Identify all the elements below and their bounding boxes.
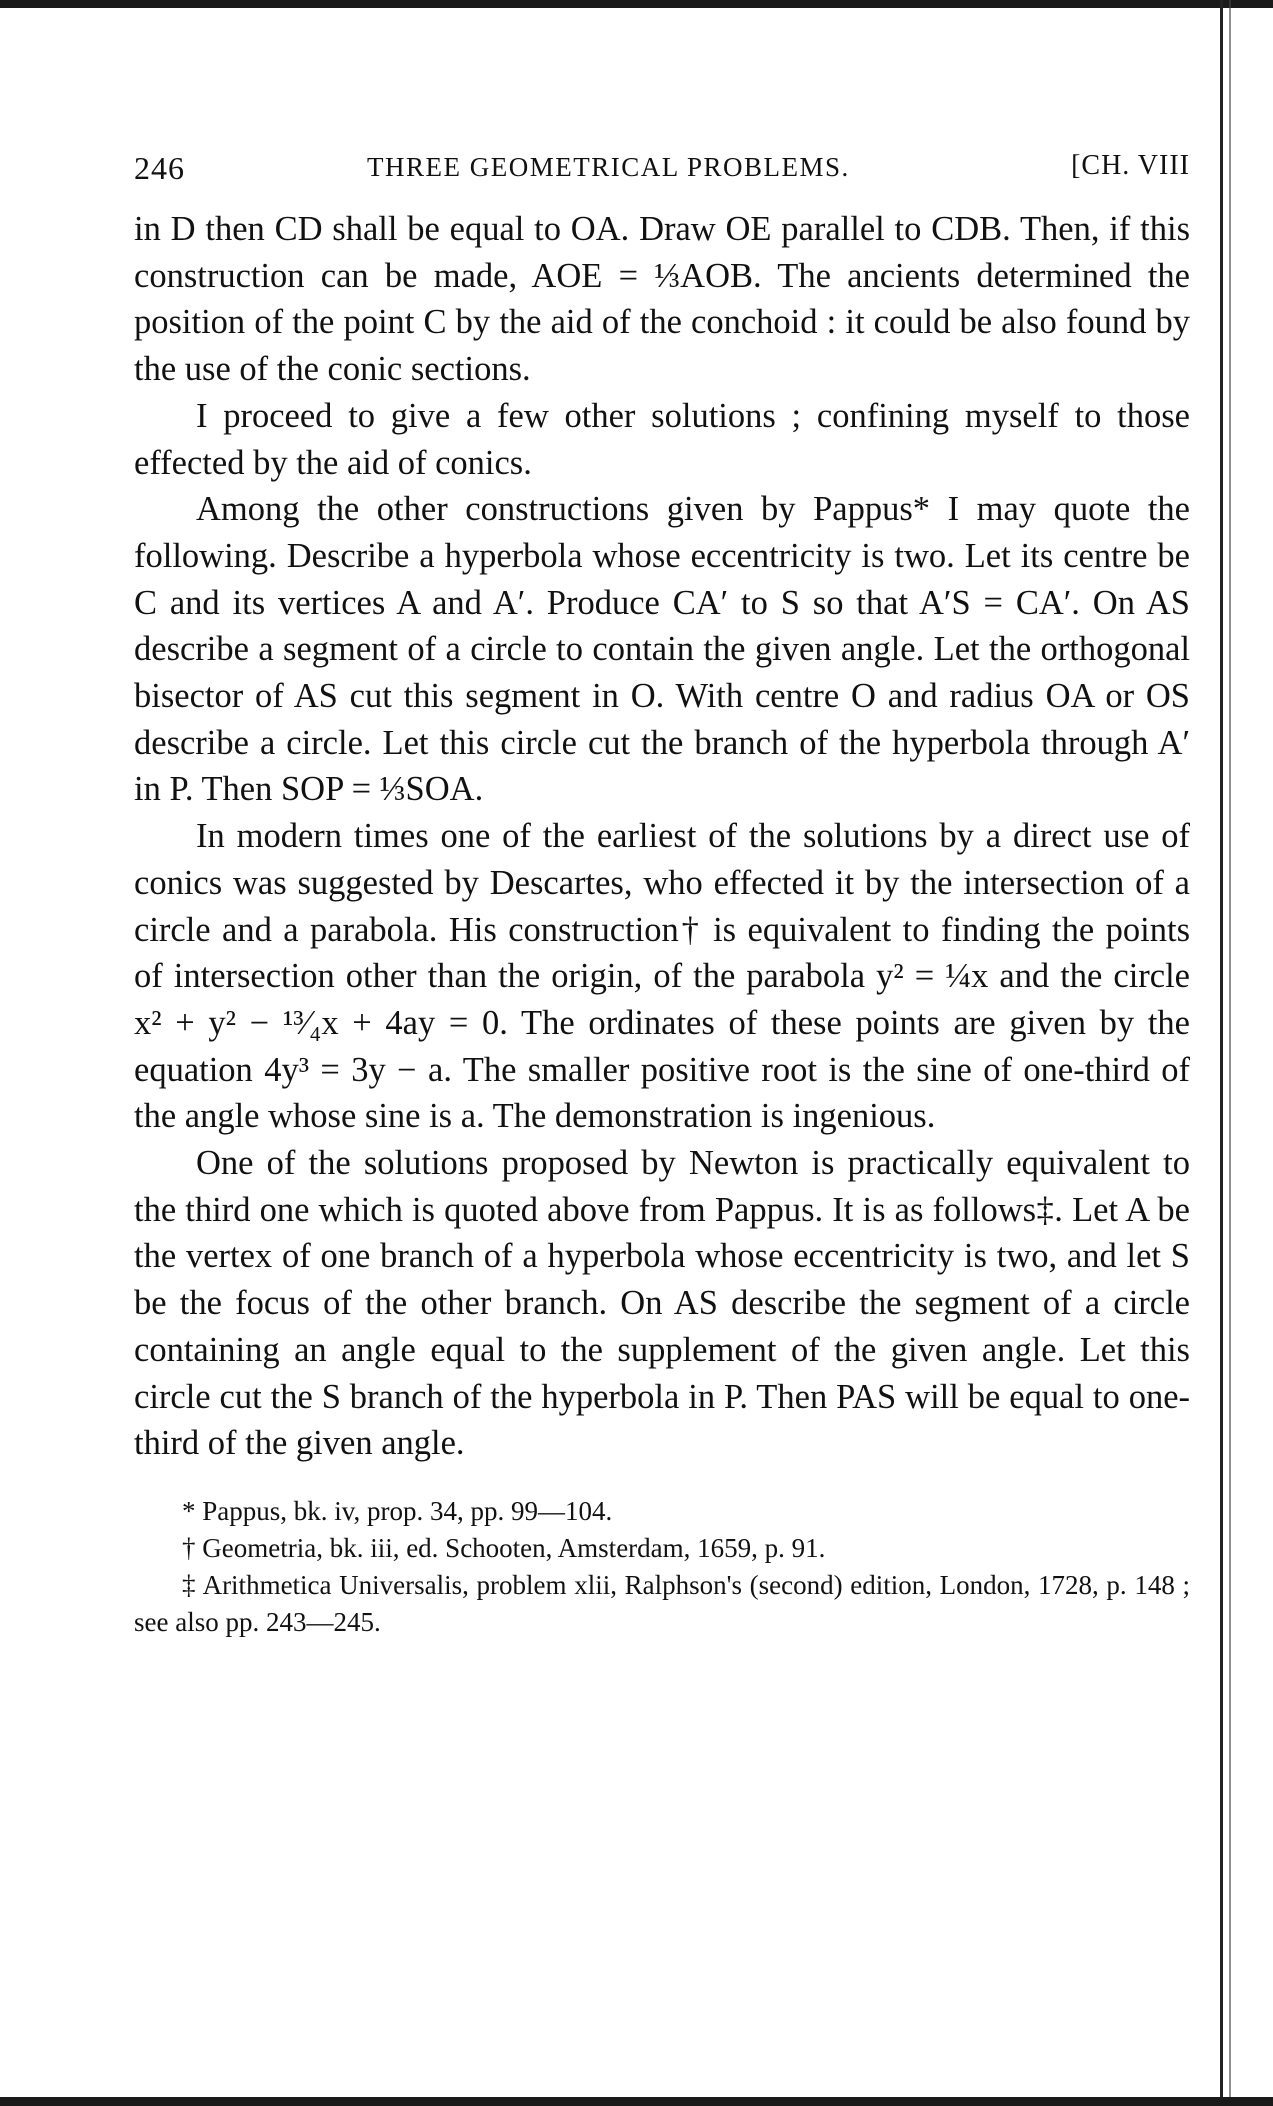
book-spine-shadow [1229, 0, 1231, 2106]
footnote: * Pappus, bk. iv, prop. 34, pp. 99—104. [182, 1495, 613, 1526]
chapter-label: [CH. VIII [1071, 150, 1190, 181]
page-number: 246 [134, 150, 185, 186]
running-header [134, 150, 1190, 196]
paragraph: I proceed to give a few other solutions ; confining myself to those effected by the aid of conics. [134, 396, 1190, 482]
paragraph: in D then CD shall be equal to OA. Draw OE parallel to CDB. Then, if this construction can be made, AOE = ⅓AOB. The ancients determined the position of the point C by the aid of the conchoid : it could be also found by the use of the conic sections. [134, 210, 1190, 389]
running-title: THREE GEOMETRICAL PROBLEMS. [367, 152, 850, 182]
page-top-edge [0, 0, 1273, 8]
book-spine-edge [1220, 0, 1223, 2106]
body-text [134, 206, 1190, 1467]
page-bottom-edge [0, 2097, 1273, 2106]
footnote: † Geometria, bk. iii, ed. Schooten, Amsterdam, 1659, p. 91. [182, 1532, 826, 1563]
paragraph: One of the solutions proposed by Newton is practically equivalent to the third one which is quoted above from Pappus. It is as follows‡. Let A be the vertex of one branch of a hyperbola whose eccentricity is two, and let S be the focus of the other branch. On AS describe the segment of a circle containing an angle equal to the supplement of the given angle. Let this circle cut the S branch of the hyperbola in P. Then PAS will be equal to one-third of the given angle. [134, 1144, 1190, 1463]
paragraph: Among the other constructions given by Pappus* I may quote the following. Describe a hyperbola whose eccentricity is two. Let its centre be C and its vertices A and A′. Produce CA′ to S so that A′S = CA′. On AS describe a segment of a circle to contain the given angle. Let the orthogonal bisector of AS cut this segment in O. With centre O and radius OA or OS describe a circle. Let this circle cut the branch of the hyperbola through A′ in P. Then SOP = ⅓SOA. [134, 490, 1190, 809]
footnote: ‡ Arithmetica Universalis, problem xlii, Ralphson's (second) edition, London, 1728, p. 148 ; see also pp. 243—245. [134, 1569, 1190, 1637]
book-page [134, 150, 1190, 1641]
footnotes [134, 1493, 1190, 1641]
paragraph: In modern times one of the earliest of the solutions by a direct use of conics was suggested by Descartes, who effected it by the intersection of a circle and a parabola. His construction† is equivalent to finding the points of intersection other than the origin, of the parabola y² = ¼x and the circle x² + y² − ¹³⁄₄x + 4ay = 0. The ordinates of these points are given by the equation 4y³ = 3y − a. The smaller positive root is the sine of one-third of the angle whose sine is a. The demonstration is ingenious. [134, 817, 1190, 1136]
